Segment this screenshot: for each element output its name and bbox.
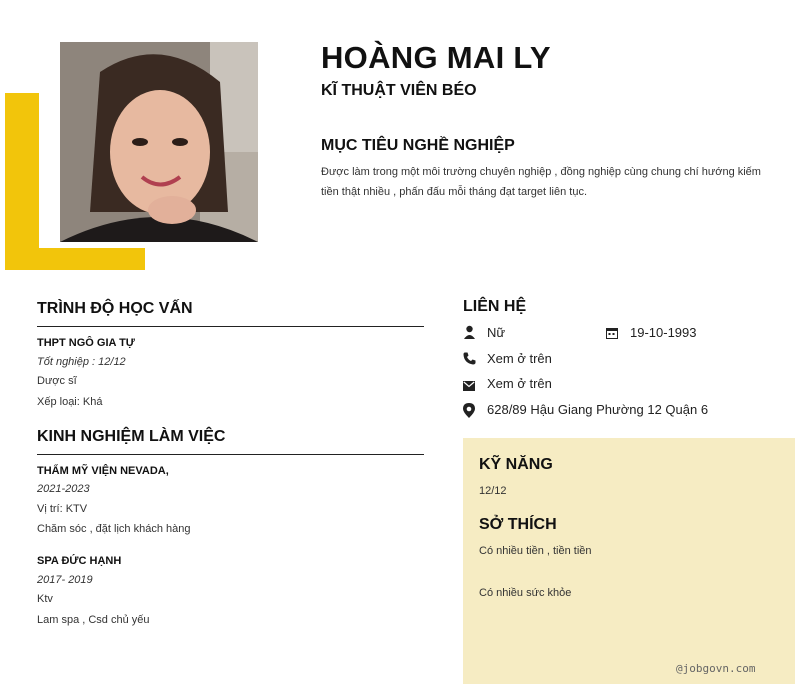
experience-period: 2021-2023	[37, 483, 90, 495]
education-divider	[37, 326, 424, 327]
candidate-name: HOÀNG MAI LY	[321, 40, 551, 75]
contact-gender-value: Nữ	[487, 325, 506, 340]
phone-icon	[463, 352, 476, 370]
education-major: Dược sĩ	[37, 375, 77, 387]
education-rank: Xếp loại: Khá	[37, 396, 103, 408]
experience-divider	[37, 454, 424, 455]
accent-bar-horizontal	[5, 248, 145, 270]
contact-address: 628/89 Hậu Giang Phường 12 Quận 6	[487, 402, 709, 417]
experience-role: Ktv	[37, 593, 53, 605]
location-pin-icon	[463, 403, 475, 423]
skills-text: 12/12	[479, 485, 507, 497]
person-icon	[463, 325, 477, 339]
hobby-item: Có nhiều tiền , tiền tiền	[479, 545, 592, 557]
contact-email: Xem ở trên	[487, 376, 552, 391]
contact-heading: LIÊN HỆ	[463, 298, 527, 315]
calendar-icon	[606, 326, 618, 344]
watermark: @jobgovn.com	[676, 662, 756, 675]
experience-period: 2017- 2019	[37, 574, 93, 586]
education-heading: TRÌNH ĐỘ HỌC VẤN	[37, 300, 193, 317]
objective-heading: MỤC TIÊU NGHỀ NGHIỆP	[321, 137, 515, 154]
hobby-item: Có nhiều sức khỏe	[479, 587, 572, 599]
contact-gender	[463, 325, 477, 342]
contact-birthday: 19-10-1993	[630, 325, 697, 340]
experience-heading: KINH NGHIỆM LÀM VIỆC	[37, 428, 226, 445]
education-school: THPT NGÔ GIA TỰ	[37, 337, 135, 349]
education-graduation: Tốt nghiệp : 12/12	[37, 356, 126, 368]
experience-role: Vị trí: KTV	[37, 503, 88, 515]
experience-company: SPA ĐỨC HẠNH	[37, 555, 122, 567]
experience-company: THẨM MỸ VIỆN NEVADA,	[37, 465, 169, 477]
experience-desc: Chăm sóc , đặt lịch khách hàng	[37, 523, 191, 535]
profile-photo	[60, 42, 258, 242]
hobbies-heading: SỞ THÍCH	[479, 516, 557, 533]
skills-heading: KỸ NĂNG	[479, 456, 553, 473]
skills-panel	[463, 438, 795, 684]
email-icon	[463, 378, 475, 396]
contact-phone: Xem ở trên	[487, 351, 552, 366]
experience-desc: Lam spa , Csd chủ yếu	[37, 614, 150, 626]
job-title: KĨ THUẬT VIÊN BÉO	[321, 82, 477, 99]
objective-text: Được làm trong một môi trường chuyên nghiệp , đồng nghiệp cùng chung chí hướng kiếm tiền thật nhiều , phấn đấu mỗi tháng đạt target liên tục.	[321, 166, 761, 198]
accent-bar-vertical	[5, 93, 39, 270]
